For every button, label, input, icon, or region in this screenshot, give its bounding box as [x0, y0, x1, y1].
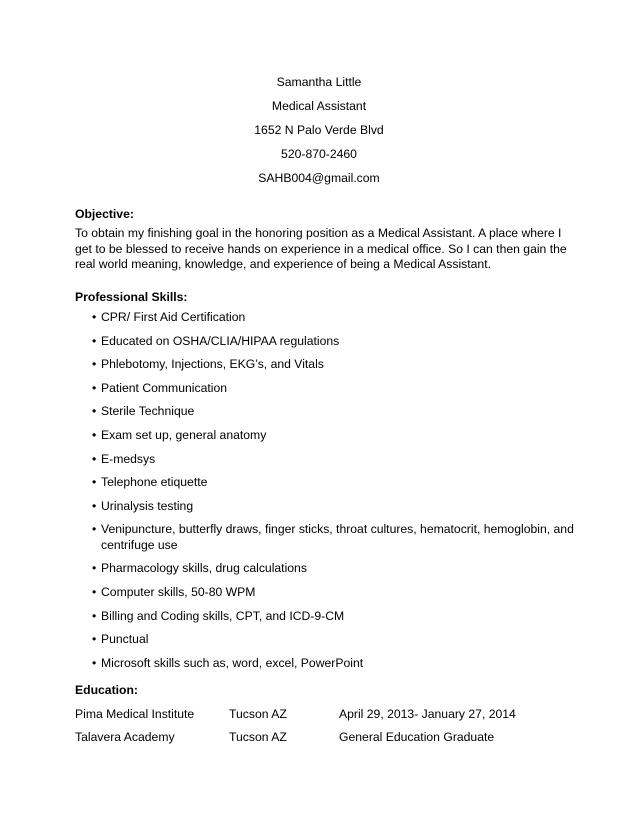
skill-text: Computer skills, 50-80 WPM — [101, 585, 256, 600]
education-school: Talavera Academy — [75, 730, 175, 744]
education-detail: General Education Graduate — [339, 730, 495, 744]
education-row — [75, 729, 595, 745]
skill-item — [75, 428, 575, 444]
bullet-icon: • — [92, 632, 97, 647]
bullet-icon: • — [92, 608, 97, 623]
skill-text: Venipuncture, butterfly draws, finger sticks, throat cultures, hematocrit, hemoglobin, and centrifuge use — [101, 522, 574, 552]
skill-item — [75, 561, 575, 577]
skill-item — [75, 475, 575, 491]
skill-item — [75, 499, 575, 515]
skill-text: Urinalysis testing — [101, 498, 194, 513]
applicant-address: 1652 N Palo Verde Blvd — [254, 123, 384, 137]
bullet-icon: • — [92, 655, 97, 670]
education-detail: April 29, 2013- January 27, 2014 — [339, 707, 516, 721]
applicant-name: Samantha Little — [276, 75, 362, 89]
bullet-icon: • — [92, 380, 97, 395]
skill-text: Phlebotomy, Injections, EKG’s, and Vitals — [101, 357, 324, 372]
skills-list — [75, 310, 575, 679]
applicant-email: SAHB004@gmail.com — [258, 171, 380, 185]
skill-text: Telephone etiquette — [101, 475, 208, 490]
bullet-icon: • — [92, 404, 97, 419]
skill-item — [75, 585, 575, 601]
skill-item — [75, 452, 575, 468]
skill-text: Microsoft skills such as, word, excel, PowerPoint — [101, 655, 364, 670]
objective-heading: Objective: — [75, 207, 134, 221]
applicant-title: Medical Assistant — [271, 99, 367, 113]
bullet-icon: • — [92, 310, 97, 324]
skill-item — [75, 656, 575, 672]
skill-item — [75, 357, 575, 373]
bullet-icon: • — [92, 357, 97, 372]
skill-item — [75, 310, 575, 326]
bullet-icon: • — [92, 498, 97, 513]
bullet-icon: • — [92, 522, 97, 537]
education-heading: Education: — [75, 683, 138, 697]
bullet-icon: • — [92, 451, 97, 466]
contact-header — [0, 70, 638, 190]
skill-item — [75, 522, 575, 553]
bullet-icon: • — [92, 427, 97, 442]
skill-item — [75, 334, 575, 350]
skill-text: Exam set up, general anatomy — [101, 427, 267, 442]
education-row — [75, 706, 595, 722]
skill-item — [75, 632, 575, 648]
skill-text: Punctual — [101, 632, 149, 647]
education-school: Pima Medical Institute — [75, 707, 195, 721]
skill-text: Billing and Coding skills, CPT, and ICD-9-CM — [101, 608, 345, 623]
education-location: Tucson AZ — [229, 730, 287, 744]
skill-text: E-medsys — [101, 451, 156, 466]
skill-text: CPR/ First Aid Certification — [101, 310, 246, 324]
applicant-phone: 520-870-2460 — [281, 147, 357, 161]
skill-text: Sterile Technique — [101, 404, 195, 419]
bullet-icon: • — [92, 475, 97, 490]
skill-item — [75, 609, 575, 625]
education-location: Tucson AZ — [229, 707, 287, 721]
skills-heading: Professional Skills: — [75, 290, 188, 304]
bullet-icon: • — [92, 561, 97, 576]
bullet-icon: • — [92, 585, 97, 600]
skill-text: Educated on OSHA/CLIA/HIPAA regulations — [101, 333, 340, 348]
objective-text: To obtain my finishing goal in the honoring position as a Medical Assistant. A place where I get to be blessed to receive hands on experience in a medical office. So I can then gain the real world meaning, knowledge, and experience of being a Medical Assistant. — [75, 226, 567, 271]
skill-item — [75, 404, 575, 420]
skill-item — [75, 381, 575, 397]
skill-text: Pharmacology skills, drug calculations — [101, 561, 307, 576]
skill-text: Patient Communication — [101, 380, 227, 395]
bullet-icon: • — [92, 333, 97, 348]
